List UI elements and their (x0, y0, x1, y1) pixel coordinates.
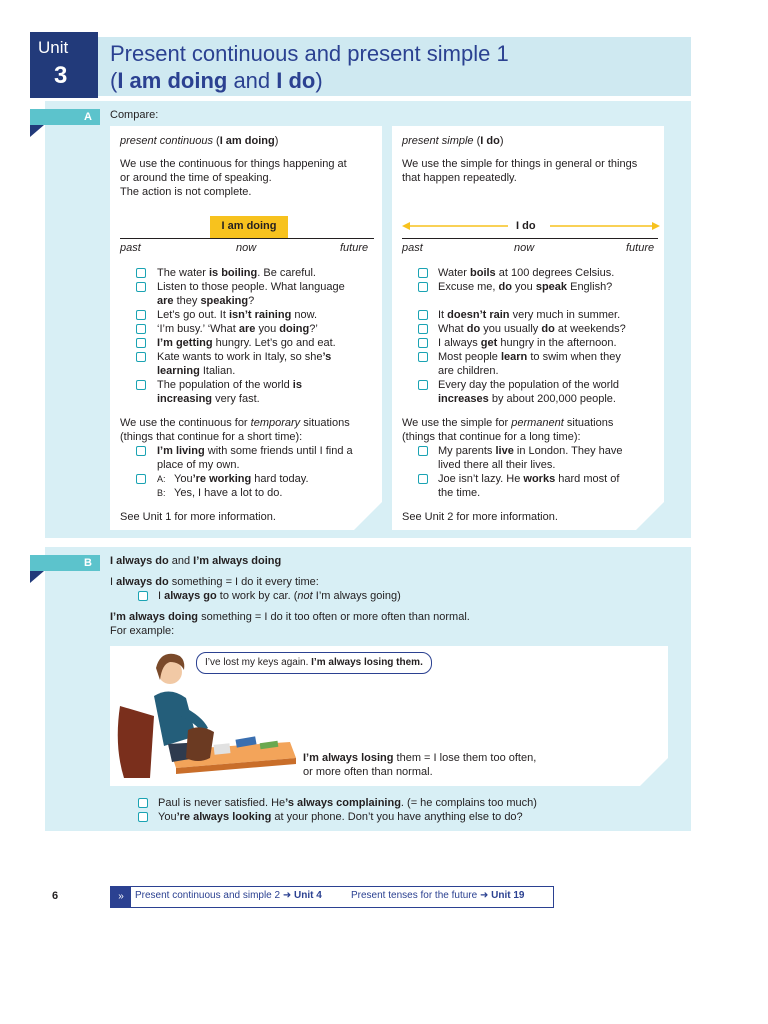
i-am-doing-highlight: I am doing (210, 216, 288, 238)
continuous-desc: The action is not complete. (120, 186, 252, 198)
temporary-rule: (things that continue for a short time): (120, 431, 303, 443)
page-subtitle: (I am doing and I do) (110, 68, 323, 93)
bullet-icon (138, 798, 148, 808)
temporary-rule: We use the continuous for temporary situations (120, 417, 350, 429)
simple-desc: that happen repeatedly. (402, 172, 517, 184)
bullet-icon (136, 352, 146, 362)
section-b-heading: I always do and I’m always doing (110, 555, 282, 567)
bullet-icon (136, 268, 146, 278)
caption-always-losing: I’m always losing them = I lose them too often, (303, 752, 537, 764)
example-sentence: are they speaking? (157, 295, 255, 307)
see-unit-note: See Unit 1 for more information. (120, 511, 276, 523)
bullet-icon (418, 282, 428, 292)
example-sentence: The water is boiling. Be careful. (157, 267, 316, 279)
bullet-icon (136, 380, 146, 390)
example-sentence: learning Italian. (157, 365, 236, 377)
example-sentence: Excuse me, do you speak English? (438, 281, 613, 293)
unit-number: 3 (54, 62, 68, 89)
cross-reference-link[interactable]: Present tenses for the future ➜ Unit 19 (351, 890, 525, 901)
section-b-tab-marker (30, 571, 44, 583)
speaker-label: A: (157, 474, 166, 484)
simple-desc: We use the simple for things in general or things (402, 158, 638, 170)
bullet-icon (418, 446, 428, 456)
unit-label: Unit (38, 38, 69, 57)
see-unit-note: See Unit 2 for more information. (402, 511, 558, 523)
example-sentence: I’m living with some friends until I find a (157, 445, 353, 457)
example-sentence: increasing very fast. (157, 393, 260, 405)
page-title: Present continuous and present simple 1 (110, 41, 509, 66)
example-sentence: Paul is never satisfied. He’s always complaining. (= he complains too much) (158, 797, 537, 809)
unit-badge (30, 32, 98, 98)
simple-heading: present simple (I do) (402, 135, 504, 147)
bullet-icon (136, 282, 146, 292)
compare-intro: Compare: (110, 109, 159, 121)
timeline-past: past (120, 242, 141, 254)
example-sentence: Every day the population of the world (438, 379, 620, 391)
example-sentence: Joe isn’t lazy. He works hard most of (438, 473, 620, 485)
example-sentence: It doesn’t rain very much in summer. (438, 309, 621, 321)
example-sentence: I always get hungry in the afternoon. (438, 337, 617, 349)
example-sentence: My parents live in London. They have (438, 445, 623, 457)
example-sentence: Let’s go out. It isn’t raining now. (157, 309, 317, 321)
bullet-icon (418, 338, 428, 348)
timeline-now: now (236, 242, 257, 254)
example-sentence: Water boils at 100 degrees Celsius. (438, 267, 615, 279)
example-sentence: ‘I’m busy.’ ‘What are you doing?’ (157, 323, 318, 335)
example-sentence: lived there all their lives. (438, 459, 556, 471)
illustration-panel (110, 646, 668, 786)
speaker-label: B: (157, 488, 166, 498)
bullet-icon (138, 812, 148, 822)
bullet-icon (136, 324, 146, 334)
example-sentence: The population of the world is (157, 379, 302, 391)
bullet-icon (418, 324, 428, 334)
bullet-icon (418, 268, 428, 278)
timeline-rule (402, 238, 658, 239)
bullet-icon (418, 352, 428, 362)
bullet-icon (136, 310, 146, 320)
section-b-tab: B (30, 555, 100, 571)
permanent-rule: We use the simple for permanent situations (402, 417, 614, 429)
section-a-tab: A (30, 109, 100, 125)
example-sentence: are children. (438, 365, 499, 377)
bullet-icon (136, 446, 146, 456)
bullet-icon (138, 591, 148, 601)
bullet-icon (418, 474, 428, 484)
page-number: 6 (52, 890, 59, 902)
timeline-future: future (340, 242, 369, 254)
for-example-label: For example: (110, 625, 175, 637)
continuous-column (110, 126, 382, 530)
bullet-icon (418, 380, 428, 390)
timeline-now: now (514, 242, 535, 254)
caption-always-losing: or more often than normal. (303, 766, 433, 778)
example-sentence: place of my own. (157, 459, 240, 471)
section-a-tab-marker (30, 125, 44, 137)
continuous-desc: or around the time of speaking. (120, 172, 272, 184)
bullet-icon (418, 310, 428, 320)
double-chevron-icon: » (111, 887, 131, 907)
definition-always-doing: I’m always doing something = I do it too often or more often than normal. (110, 611, 470, 623)
example-sentence: the time. (438, 487, 481, 499)
continuous-heading: present continuous (I am doing) (120, 135, 279, 147)
title-bar (98, 37, 691, 96)
example-sentence: You’re working hard today. (174, 473, 309, 485)
example-sentence: Most people learn to swim when they (438, 351, 621, 363)
i-do-label: I do (516, 220, 536, 232)
bullet-icon (136, 338, 146, 348)
cross-reference-link[interactable]: Present continuous and simple 2 ➜ Unit 4 (135, 890, 322, 901)
bullet-icon (136, 474, 146, 484)
example-sentence: I always go to work by car. (not I’m always going) (158, 590, 401, 602)
example-sentence: Listen to those people. What language (157, 281, 345, 293)
simple-column (392, 126, 664, 530)
speech-bubble: I’ve lost my keys again. I’m always losing them. (196, 652, 432, 674)
timeline-rule (120, 238, 374, 239)
example-sentence: What do you usually do at weekends? (438, 323, 626, 335)
continuous-desc: We use the continuous for things happening at (120, 158, 347, 170)
example-sentence: You’re always looking at your phone. Don’t you have anything else to do? (158, 811, 523, 823)
column-notch (354, 502, 382, 530)
example-sentence: I’m getting hungry. Let’s go and eat. (157, 337, 336, 349)
cross-reference-box (110, 886, 554, 908)
definition-always-do: I always do something = I do it every time: (110, 576, 319, 588)
example-sentence: increases by about 200,000 people. (438, 393, 616, 405)
panel-notch (640, 758, 668, 786)
permanent-rule: (things that continue for a long time): (402, 431, 581, 443)
example-sentence: Kate wants to work in Italy, so she’s (157, 351, 332, 363)
example-sentence: Yes, I have a lot to do. (174, 487, 283, 499)
column-notch (636, 502, 664, 530)
timeline-past: past (402, 242, 423, 254)
timeline-future: future (626, 242, 655, 254)
